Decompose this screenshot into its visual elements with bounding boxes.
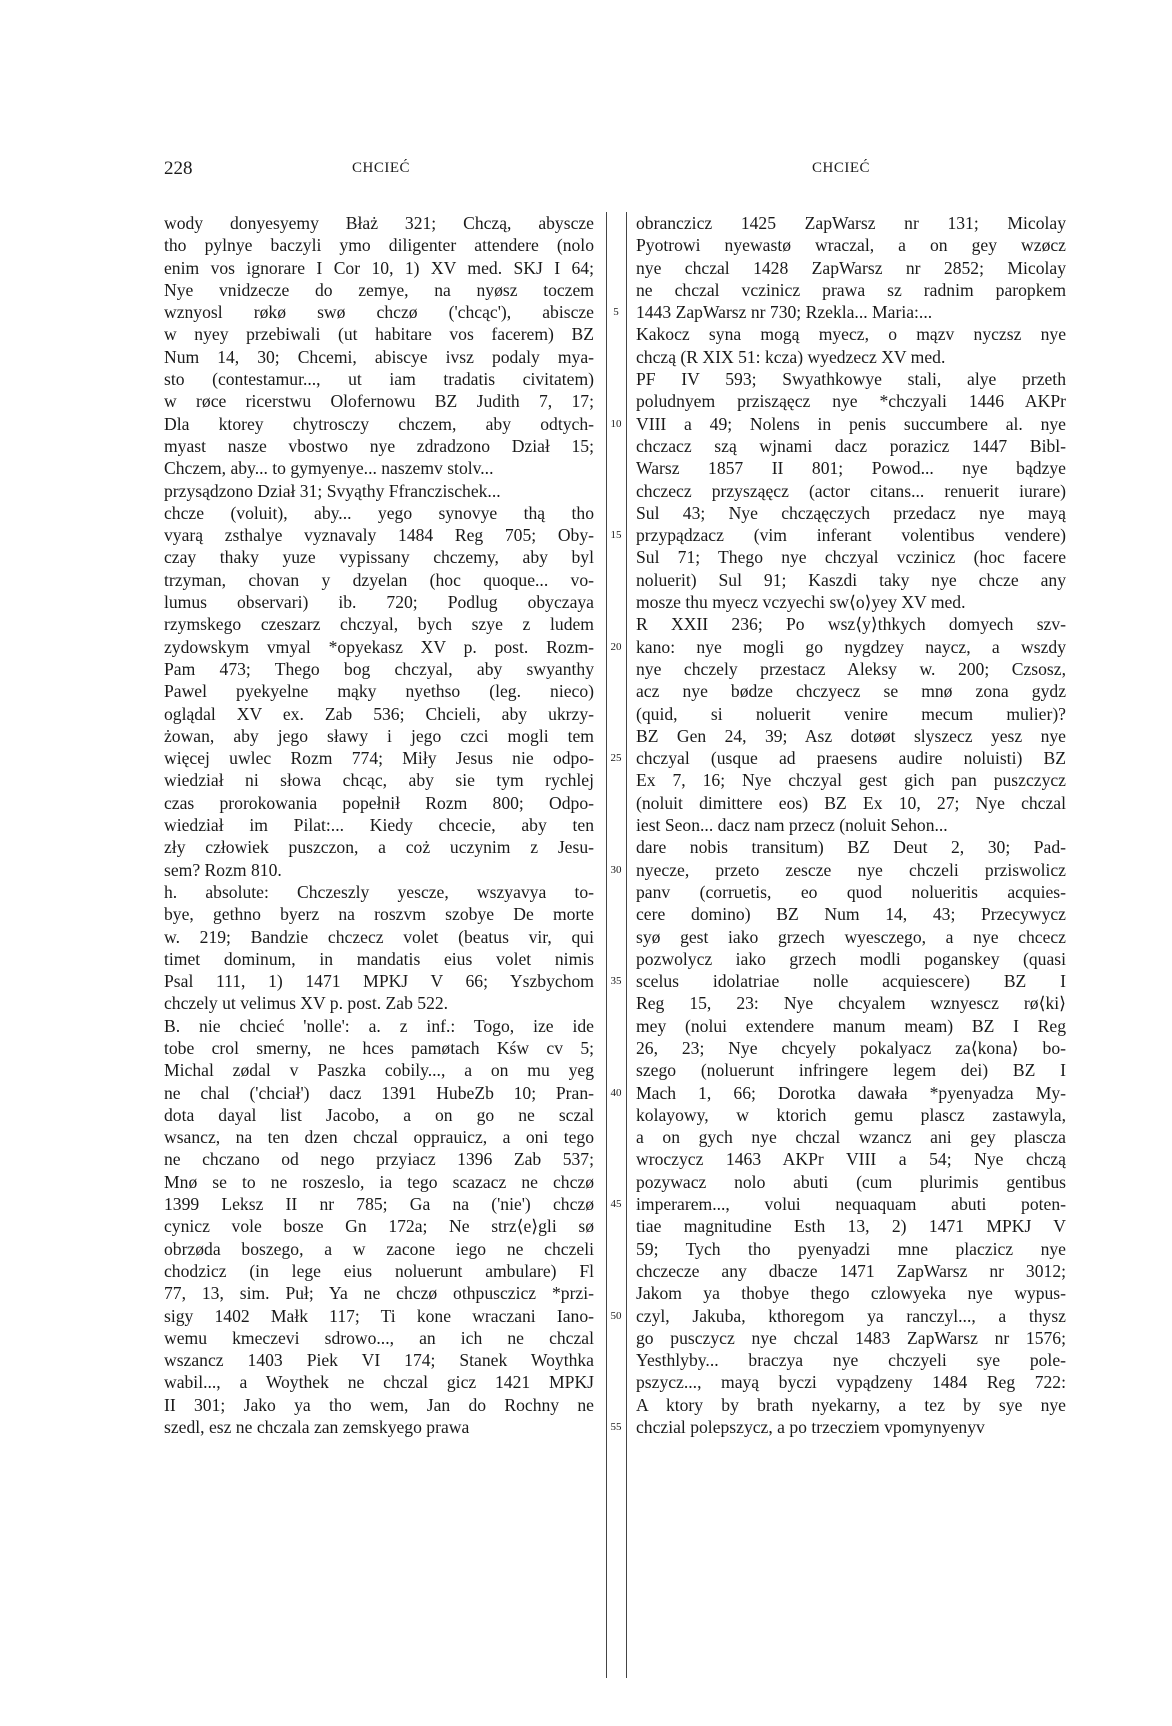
text-line: zydowskym vmyal *opyekasz XV p. post. Rozm- xyxy=(164,636,594,657)
line-number: 40 xyxy=(610,1086,622,1099)
text-line: nye chczal 1428 ZapWarsz nr 2852; Micolay xyxy=(636,257,1066,278)
line-number: 35 xyxy=(610,975,622,988)
text-line: obranczicz 1425 ZapWarsz nr 131; Micolay xyxy=(636,213,1066,233)
text-line: pozwolycz iako grzech modli poganskey (quasi xyxy=(636,948,1066,969)
text-line: oglądal XV ex. Zab 536; Chcieli, aby ukrzy- xyxy=(164,703,594,724)
text-line: chczecz przysząęcz (actor citans... renuerit iurare) xyxy=(636,480,1066,501)
text-line: timet dominum, in mandatis eius volet nimis xyxy=(164,948,594,969)
line-number: 45 xyxy=(610,1198,622,1211)
line-number: 15 xyxy=(610,529,622,542)
text-line: 77, 13, sim. Puł; Ya ne chczø othpusczicz *przi- xyxy=(164,1283,594,1304)
text-line: a on gych nye chczal wzancz ani gey plascza xyxy=(636,1127,1066,1148)
text-line: tho pylnye baczyli ymo diligenter attendere (nolo xyxy=(164,235,594,256)
text-line: czay thaky yuze vypissany chczemy, aby byl xyxy=(164,547,594,568)
text-line: chczacz szą wjnami dacz porazicz 1447 Bibl- xyxy=(636,435,1066,456)
text-line: kolayowy, w ktorich gemu plascz zastawyla, xyxy=(636,1104,1066,1125)
text-line: Ex 7, 16; Nye chczyal gest gich pan puszczycz xyxy=(636,770,1066,791)
text-line: poludnyem przisząęcz nye *chczyali 1446 AKPr xyxy=(636,391,1066,412)
text-line: więcej uwlec Rozm 774; Miły Jesus nie odpo- xyxy=(164,748,594,769)
text-line: wemu kmeczevi sdrowo..., an ich ne chczal xyxy=(164,1327,594,1348)
text-line: Mnø se to ne roszeslo, ia tego scazacz ne chczø xyxy=(164,1171,594,1192)
text-line: mey (nolui extendere manum meam) BZ I Reg xyxy=(636,1015,1066,1036)
text-line: Kakocz syna mogą myecz, o mązv nyczsz nye xyxy=(636,324,1066,345)
text-line: go pusczycz nye chczal 1483 ZapWarsz nr 1576; xyxy=(636,1327,1066,1348)
text-line: h. absolute: Chczeszly yescze, wszyavya to- xyxy=(164,881,594,902)
text-line: kano: nye mogli go nygdzey naycz, a wszdy xyxy=(636,636,1066,657)
text-line: tobe crol smerny, ne hces pamøtach Kśw cv 5; xyxy=(164,1037,594,1058)
text-line: szego (noluerunt infringere legem dei) BZ I xyxy=(636,1060,1066,1081)
page-header xyxy=(0,158,1172,188)
text-line: nye chczely przestacz Aleksy w. 200; Czsosz, xyxy=(636,658,1066,679)
line-number: 50 xyxy=(610,1309,622,1322)
text-line: trzyman, chovan y dzyelan (hoc quoque... vo- xyxy=(164,569,594,590)
text-line: przysądzono Dział 31; Svyąthy Ffranczischek... xyxy=(164,480,501,501)
text-line: Sul 71; Thego nye chczyal vczinicz (hoc facere xyxy=(636,547,1066,568)
text-line: cere domino) BZ Num 14, 43; Przecywycz xyxy=(636,904,1066,925)
text-line: Num 14, 30; Chcemi, abiscye ivsz podaly mya- xyxy=(164,346,594,367)
text-line: mosze thu myecz vczyechi sw⟨o⟩yey XV med. xyxy=(636,592,966,613)
text-line: Nye vnidzecze do zemye, na nyøsz toczem xyxy=(164,279,594,300)
text-line: chodzicz (in lege eius noluerunt ambulare) Fl xyxy=(164,1260,594,1281)
text-line: Mach 1, 66; Dorotka dawała *pyenyadza My- xyxy=(636,1082,1066,1103)
text-line: chczely ut velimus XV p. post. Zab 522. xyxy=(164,993,449,1014)
text-line: Reg 15, 23: Nye chcyalem wznyescz rø⟨ki⟩ xyxy=(636,993,1066,1014)
text-line: dota dayal list Jacobo, a on go ne sczal xyxy=(164,1104,594,1125)
text-line: sto (contestamur..., ut iam tradatis civitatem) xyxy=(164,369,594,390)
text-line: R XXII 236; Po wsz⟨y⟩thkych domyech szv- xyxy=(636,614,1066,635)
text-line: wody donyesyemy Błaż 321; Chczą, abyscze xyxy=(164,213,594,233)
text-line: pszycz..., mayą byczi vypądzeny 1484 Reg 722: xyxy=(636,1372,1066,1393)
text-line: czas prorokowania popełnił Rozm 800; Odpo- xyxy=(164,792,594,813)
text-line: Psal 111, 1) 1471 MPKJ V 66; Yszbychom xyxy=(164,971,594,992)
text-line: chczial polepszycz, a po trzecziem vpomynyenyv xyxy=(636,1417,985,1438)
text-line: wroczycz 1463 AKPr VIII a 54; Nye chczą xyxy=(636,1149,1066,1170)
text-line: enim vos ignorare I Cor 10, 1) XV med. SKJ I 64; xyxy=(164,257,594,278)
text-line: wznyosl røkø swø chczø ('chcąc'), abiscze xyxy=(164,302,594,323)
text-line: ne chczal vczinicz prawa sz radnim paropkem xyxy=(636,279,1066,300)
text-line: 1399 Leksz II nr 785; Ga na ('nie') chczø xyxy=(164,1194,594,1215)
text-line: lumus observari) ib. 720; Podlug obyczaya xyxy=(164,592,594,613)
text-line: w. 219; Bandzie chczecz volet (beatus vir, qui xyxy=(164,926,594,947)
text-line: nyecze, przeto zescze nye chczeli prziswolicz xyxy=(636,859,1066,880)
text-line: panv (corruetis, eo quod nolueritis acquies- xyxy=(636,881,1066,902)
line-number: 5 xyxy=(613,306,619,319)
text-line: wabil..., a Woythek ne chczal gicz 1421 MPKJ xyxy=(164,1372,594,1393)
line-number: 30 xyxy=(610,863,622,876)
text-line: wiedział im Pilat:... Kiedy chcecie, aby ten xyxy=(164,815,594,836)
text-line: Dla ktorey chytrosczy chczem, aby odtych- xyxy=(164,413,594,434)
text-line: obrzøda boszego, a w zacone iego ne chczeli xyxy=(164,1238,594,1259)
text-line: żowan, aby jego sławy i jego czci mogli tem xyxy=(164,725,594,746)
text-line: czyl, Jakuba, kthoregom ya ranczyl..., a thysz xyxy=(636,1305,1066,1326)
text-line: Jakom ya thobye thego czlowyeka nye wypus- xyxy=(636,1283,1066,1304)
text-line: cynicz vole bosze Gn 172a; Ne strz⟨e⟩gli sø xyxy=(164,1216,594,1237)
running-head-right: CHCIEĆ xyxy=(812,160,871,176)
text-line: (noluit dimittere eos) BZ Ex 10, 27; Nye chczal xyxy=(636,792,1066,813)
text-line: ne chczano od nego przyiacz 1396 Zab 537; xyxy=(164,1149,594,1170)
text-line: syø gest iako grzech wyesczego, a nye chcecz xyxy=(636,926,1066,947)
text-line: sigy 1402 Małk 117; Ti kone wraczani Iano- xyxy=(164,1305,594,1326)
running-head-left: CHCIEĆ xyxy=(352,160,411,176)
text-line: chczą (R XIX 51: kcza) wyedzecz XV med. xyxy=(636,346,946,367)
text-line: Pawel pyekyelne mąky nyethso (leg. nieco) xyxy=(164,681,594,702)
text-line: BZ Gen 24, 39; Asz dotøøt slyszecz yesz nye xyxy=(636,725,1066,746)
text-line: acz nye bødze chczyecz se mnø zona gydz xyxy=(636,681,1066,702)
text-line: vyarą zsthalye vyznavaly 1484 Reg 705; Oby- xyxy=(164,525,594,546)
text-line: VIII a 49; Nolens in penis succumbere al. nye xyxy=(636,413,1066,434)
text-line: 1443 ZapWarsz nr 730; Rzekla... Maria:... xyxy=(636,302,933,323)
text-line: sem? Rozm 810. xyxy=(164,859,282,880)
text-line: Yesthlyby... braczya nye chczyeli sye pole- xyxy=(636,1350,1066,1371)
text-line: zły człowiek puszczon, a coż uczynim z Jesu- xyxy=(164,837,594,858)
text-line: Michal zødal v Paszka cobily..., a on mu yeg xyxy=(164,1060,594,1081)
text-line: scelus idolatriae nolle acquiescere) BZ I xyxy=(636,971,1066,992)
text-line: 26, 23; Nye chcyely pokalyacz za⟨kona⟩ bo- xyxy=(636,1037,1066,1058)
text-line: tiae magnitudine Esth 13, 2) 1471 MPKJ V xyxy=(636,1216,1066,1237)
line-number: 25 xyxy=(610,752,622,765)
text-line: w røce ricerstwu Olofernowu BZ Judith 7, 17; xyxy=(164,391,594,412)
text-line: II 301; Jako ya tho wem, Jan do Rochny ne xyxy=(164,1394,594,1415)
text-line: rzymskego czeszarz chczyal, bych szye z ludem xyxy=(164,614,594,635)
page-number: 228 xyxy=(164,158,193,179)
text-line: Pyotrowi nyewastø wraczal, a on gey wzøcz xyxy=(636,235,1066,256)
text-line: Sul 43; Nye chcząęczych przedacz nye mayą xyxy=(636,502,1066,523)
text-line: Pam 473; Thego bog chczyal, aby swyanthy xyxy=(164,658,594,679)
text-line: PF IV 593; Swyathkowye stali, alye przeth xyxy=(636,369,1066,390)
text-line: przypądzacz (vim inferant volentibus vendere) xyxy=(636,525,1066,546)
text-line: wsancz, na ten dzen chczal opprauicz, a oni tego xyxy=(164,1127,594,1148)
text-line: chczyal (usque ad praesens audire noluisti) BZ xyxy=(636,748,1066,769)
text-line: pozywacz nolo abuti (cum plurimis gentibus xyxy=(636,1171,1066,1192)
text-line: chczecze any dbacze 1471 ZapWarsz nr 3012; xyxy=(636,1260,1066,1281)
text-line: ne chal ('chciał') dacz 1391 HubeZb 10; Pran- xyxy=(164,1082,594,1103)
text-line: A ktory by brath nyekarny, a tez by sye nye xyxy=(636,1394,1066,1415)
left-text-column xyxy=(164,212,594,1682)
text-line: w nyey przebiwali (ut habitare vos facerem) BZ xyxy=(164,324,594,345)
text-line: myast nasze vbostwo nye zdradzono Dział 15; xyxy=(164,435,594,456)
line-number: 55 xyxy=(610,1421,622,1434)
text-line: noluerit) Sul 91; Kaszdi taky nye chcze any xyxy=(636,569,1066,590)
text-line: imperarem..., volui nequaquam abuti poten- xyxy=(636,1194,1066,1215)
text-line: B. nie chcieć 'nolle': a. z inf.: Togo, ize ide xyxy=(164,1015,594,1036)
line-number-gutter xyxy=(606,212,626,1678)
text-line: szedl, esz ne chczala zan zemskyego prawa xyxy=(164,1417,470,1438)
column-divider-right xyxy=(626,212,627,1678)
line-number: 10 xyxy=(610,417,622,430)
text-line: Warsz 1857 II 801; Powod... nye bądzye xyxy=(636,458,1066,479)
line-number: 20 xyxy=(610,640,622,653)
text-line: chcze (voluit), aby... yego synovye thą tho xyxy=(164,502,594,523)
text-line: bye, gethno byerz na roszvm szobye De morte xyxy=(164,904,594,925)
text-line: wszancz 1403 Piek VI 174; Stanek Woythka xyxy=(164,1350,594,1371)
text-line: 59; Tych tho pyenyadzi mne placzicz nye xyxy=(636,1238,1066,1259)
text-line: (quid, si noluerit venire mecum mulier)? xyxy=(636,703,1066,724)
right-text-column xyxy=(636,212,1066,1682)
text-line: iest Seon... dacz nam przecz (noluit Sehon... xyxy=(636,815,948,836)
text-line: Chczem, aby... to gymyenye... naszemv stolv... xyxy=(164,458,494,479)
text-line: dare nobis transitum) BZ Deut 2, 30; Pad- xyxy=(636,837,1066,858)
text-line: wiedział ni słowa chcąc, aby sie tym rychlej xyxy=(164,770,594,791)
